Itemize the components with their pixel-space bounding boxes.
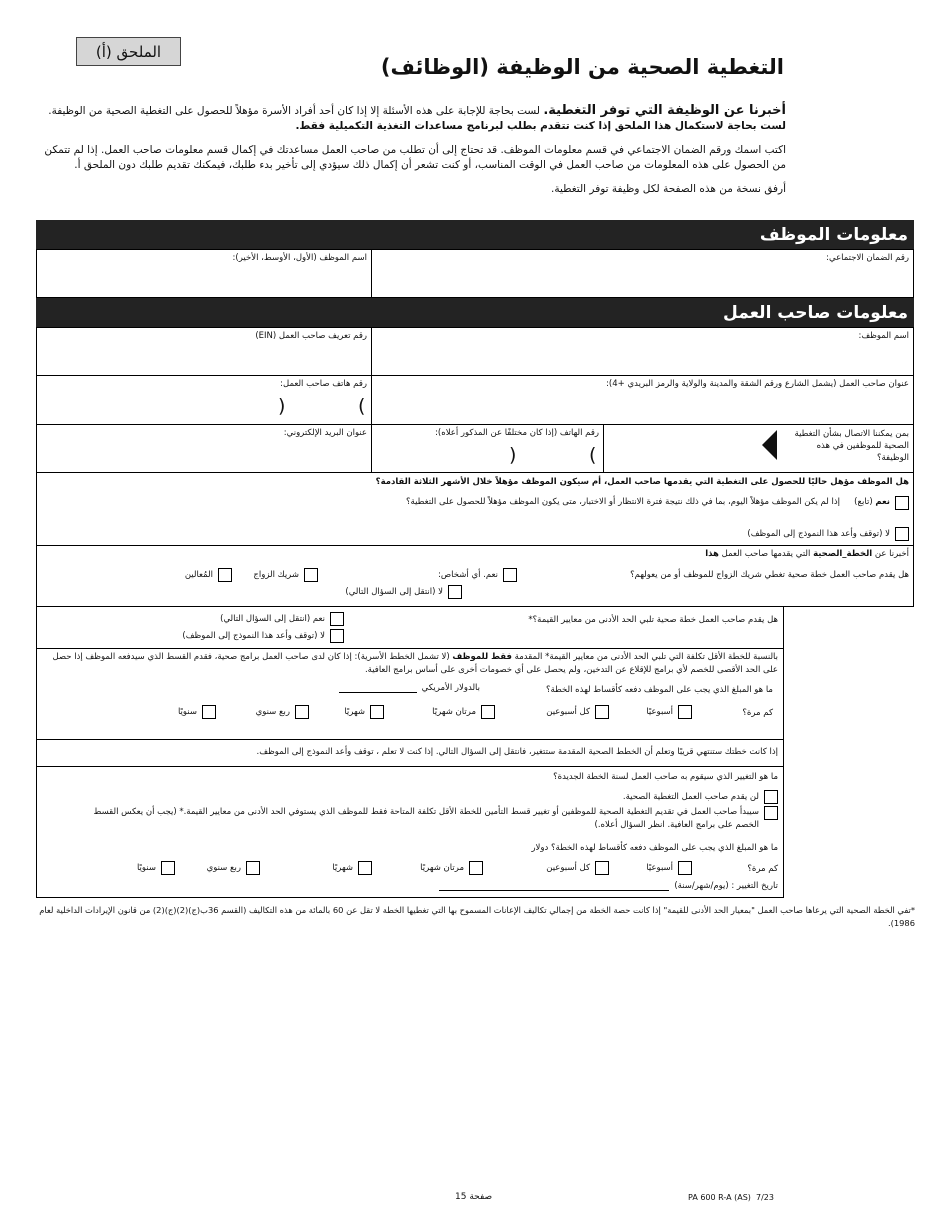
minvalue-yes-row — [220, 612, 344, 626]
change-question: ما هو التغيير الذي سيقوم به صاحب العمل لسنة الخطة الجديدة؟ — [553, 772, 778, 782]
phone-paren-open: ( — [278, 395, 286, 417]
plan-no-row — [345, 585, 462, 599]
employer-name-field[interactable] — [371, 327, 914, 376]
change-yearly-checkbox[interactable] — [161, 861, 175, 875]
ssn-label: رقم الضمان الاجتماعي: — [826, 253, 909, 263]
lowcost-yearly-label: سنويًا — [177, 707, 197, 717]
employer-address-label: عنوان صاحب العمل (يشمل الشارع ورقم الشقة والمدينة والولاية والرمز البريدي +4): — [606, 379, 909, 389]
change-opt1-row — [623, 790, 778, 804]
change-opt2-label: سيبدأ صاحب العمل في تقديم التغطية الصحية للموظفين أو تغيير قسط التأمين للخطة الأقل تكلفة المتاحة فقط للموظف الذي يستوفي الحد الأدنى من معايير القيمة.* (يجب أن يعكس القسط الخصم على برامج العافية. انظر السؤال أعلاه.) — [93, 807, 759, 830]
change-yearly-label: سنويًا — [136, 863, 156, 873]
eligibility-no-checkbox[interactable] — [895, 527, 909, 541]
lowcost-monthly-label: شهريًا — [344, 707, 365, 717]
eligibility-no-row — [747, 527, 909, 541]
plan-intro-a: أخبرنا عن — [872, 549, 909, 559]
change-yearly-row — [137, 861, 175, 875]
lowcost-amount-input[interactable] — [339, 683, 417, 693]
lowcost-weekly-label: أسبوعيًا — [646, 707, 673, 717]
plan-question: هل يقدم صاحب العمل خطة صحية تغطي شريك الزواج للموظف أو من يعولهم؟ — [630, 570, 909, 580]
intro-paragraph-3: أرفق نسخة من هذه الصفحة لكل وظيفة توفر التغطية. — [550, 183, 786, 195]
contact-person-label: بمن يمكننا الاتصال بشأن التغطية الصحية للموظفين في هذه الوظيفة؟ — [794, 429, 909, 463]
contact-paren-close: ) — [589, 444, 597, 466]
intro-text: لست بحاجة للإجابة على هذه الأسئلة إلا إذا كان أحد أفراد الأسرة مؤهلاً للحصول على التغطية الصحية من الوظيفة. — [48, 105, 544, 117]
plan-dependents-checkbox[interactable] — [218, 568, 232, 582]
plan-no-checkbox[interactable] — [448, 585, 462, 599]
eligibility-yes-note: إذا لم يكن الموظف مؤهلاً اليوم، بما في ذلك نتيجة فترة الانتظار أو الاختبار، متى يكون الموظف مؤهلاً للحصول على التغطية؟ — [406, 497, 840, 507]
lowcost-quarterly-checkbox[interactable] — [295, 705, 309, 719]
intro-section — [36, 103, 786, 206]
eligibility-yes-checkbox[interactable] — [895, 496, 909, 510]
plan-spouse-label: شريك الزواج — [253, 570, 299, 580]
minvalue-no-row — [182, 629, 344, 643]
intro-bold-heading: أخبرنا عن الوظيفة التي توفر التغطية. — [543, 103, 786, 118]
employer-name-label: اسم الموظف: — [858, 331, 909, 341]
lowcost-text-a: بالنسبة للخطة الأقل تكلفة التي تلبي الحد الأدنى من معايير القيمة* المقدمة — [511, 652, 778, 662]
minvalue-section — [36, 606, 784, 649]
page-title: التغطية الصحية من الوظيفة (الوظائف) — [380, 55, 784, 79]
change-freq-question: كم مرة؟ — [747, 864, 778, 874]
yes-text: (تابع) — [854, 497, 876, 507]
employer-phone-field[interactable] — [36, 375, 372, 425]
eligibility-yes-row — [390, 496, 909, 510]
lowcost-biweekly-label: كل أسبوعين — [546, 707, 590, 717]
plan-yes-checkbox[interactable] — [503, 568, 517, 582]
lowcost-monthly-checkbox[interactable] — [370, 705, 384, 719]
minvalue-no-label: لا (توقف وأعد هذا النموذج إلى الموظف) — [182, 631, 325, 641]
lowcost-twice-monthly-checkbox[interactable] — [481, 705, 495, 719]
change-opt1-label: لن يقدم صاحب العمل التغطية الصحية. — [622, 792, 759, 802]
minvalue-no-checkbox[interactable] — [330, 629, 344, 643]
change-date-label: تاريخ التغيير : (يوم/شهر/سنة) — [674, 881, 778, 891]
form-id-code: PA 600 R-A (AS) — [688, 1193, 751, 1202]
ein-label: رقم تعريف صاحب العمل (EIN) — [255, 331, 367, 341]
plan-intro — [705, 548, 909, 561]
change-quarterly-label: ربع سنوي — [206, 863, 241, 873]
yes-bold: نعم — [875, 497, 890, 507]
contact-phone-field[interactable] — [371, 424, 604, 473]
change-twice-monthly-row — [420, 861, 483, 875]
change-weekly-label: أسبوعيًا — [646, 863, 673, 873]
lowcost-monthly-row — [344, 705, 384, 719]
intro-snap-note: لست بحاجة لاستكمال هذا الملحق إذا كنت تتقدم بطلب لبرنامج مساعدات التغذية التكميلية فقط. — [295, 120, 786, 132]
change-biweekly-row — [546, 861, 609, 875]
lowcost-weekly-row — [646, 705, 692, 719]
lowcost-text — [40, 651, 778, 677]
appendix-badge: الملحق (أ) — [76, 37, 181, 66]
change-quarterly-row — [207, 861, 260, 875]
plan-no-label: لا (انتقل إلى السؤال التالي) — [345, 587, 443, 597]
lowcost-freq-question: كم مرة؟ — [742, 708, 773, 718]
lowcost-yearly-checkbox[interactable] — [202, 705, 216, 719]
form-id — [688, 1193, 774, 1202]
intro-paragraph-2: اكتب اسمك ورقم الضمان الاجتماعي في قسم معلومات الموظف. قد تحتاج إلى أن تطلب من صاحب العمل مساعدتك في إكمال قسم معلومات صاحب العمل. إذا لم تتمكن من الحصول على هذه المعلومات من صاحب العمل في الوقت المناسب، أو كنت تشعر أن إكمال ذلك سيؤدي إلى تأخير بدء طلبك، فيمكنك تقديم طلبك دون الملحق أ. — [44, 144, 786, 171]
plan-yes-row — [438, 568, 517, 582]
change-monthly-checkbox[interactable] — [358, 861, 372, 875]
lowcost-twice-monthly-label: مرتان شهريًا — [432, 707, 476, 717]
planyear-text: إذا كانت خطتك ستنتهي قريبًا وتعلم أن الخطط الصحية المقدمة ستتغير، فانتقل إلى السؤال التالي. إذا كنت لا تعلم ، توقف وأعد النموذج إلى الموظف. — [256, 747, 778, 757]
ssn-field[interactable] — [371, 249, 914, 298]
plan-spouse-row — [253, 568, 318, 582]
lowcost-text-b: (لا تشمل الخطط الأسرية): إذا كان لدى صاحب العمل برامج صحية، فقدم القسط الذي سيدفعه الموظف إذا حصل على الحد الأقصى للخصم لأي برامج للإقلاع عن التدخين، ولم يحصل على أي خصومات أخرى على أساس برامج العافية. — [52, 652, 778, 675]
arrow-left-icon — [762, 430, 777, 460]
employer-phone-label: رقم هاتف صاحب العمل: — [280, 379, 367, 389]
plan-intro-bold2: هذا — [705, 549, 719, 559]
eligibility-yes-label — [845, 496, 890, 508]
change-weekly-row — [646, 861, 692, 875]
eligibility-question: هل الموظف مؤهل حاليًا للحصول على التغطية التي يقدمها صاحب العمل، أم سيكون الموظف مؤهلاً خلال الأشهر الثلاثة القادمة؟ — [375, 477, 909, 487]
minvalue-yes-checkbox[interactable] — [330, 612, 344, 626]
change-section — [36, 766, 784, 898]
contact-paren-open: ( — [509, 444, 517, 466]
change-monthly-row — [332, 861, 372, 875]
change-biweekly-checkbox[interactable] — [595, 861, 609, 875]
minvalue-yes-label: نعم (انتقل إلى السؤال التالي) — [220, 614, 325, 624]
lowcost-yearly-row — [178, 705, 216, 719]
lowcost-biweekly-checkbox[interactable] — [595, 705, 609, 719]
employer-info-band: معلومات صاحب العمل — [36, 298, 914, 327]
eligibility-no-label: لا (توقف وأعد هذا النموذج إلى الموظف) — [747, 529, 890, 539]
intro-paragraph-1 — [36, 103, 786, 134]
email-label: عنوان البريد الإلكتروني: — [283, 428, 367, 438]
lowcost-twice-monthly-row — [432, 705, 495, 719]
change-opt2-row — [79, 806, 778, 832]
ein-field[interactable] — [36, 327, 372, 376]
lowcost-amount-unit: بالدولار الأمريكي — [421, 683, 480, 693]
change-monthly-label: شهريًا — [332, 863, 353, 873]
change-opt1-checkbox[interactable] — [764, 790, 778, 804]
plan-spouse-checkbox[interactable] — [304, 568, 318, 582]
change-quarterly-checkbox[interactable] — [246, 861, 260, 875]
plan-intro-bold: الخطة_الصحية — [813, 549, 873, 559]
change-twice-monthly-label: مرتان شهريًا — [420, 863, 464, 873]
change-date-row — [439, 881, 778, 891]
contact-phone-label: رقم الهاتف (إذا كان مختلفًا عن المذكور أعلاه): — [435, 428, 599, 438]
lowcost-amount-question: ما هو المبلغ الذي يجب على الموظف دفعه كأقساط لهذه الخطة؟ — [545, 685, 773, 695]
change-opt2-checkbox[interactable] — [764, 806, 778, 820]
plan-dependents-label: المُعالين — [184, 570, 213, 580]
page-number: صفحة 15 — [455, 1192, 493, 1202]
change-biweekly-label: كل أسبوعين — [546, 863, 590, 873]
change-weekly-checkbox[interactable] — [678, 861, 692, 875]
lowcost-amount-row — [339, 683, 480, 693]
employee-name-field[interactable] — [36, 249, 372, 298]
lowcost-text-bold: فقط للموظف — [452, 652, 512, 662]
email-field[interactable] — [36, 424, 372, 473]
form-date: 7/23 — [756, 1193, 774, 1202]
minvalue-question: هل يقدم صاحب العمل خطة صحية تلبي الحد الأدنى من معايير القيمة؟* — [528, 615, 778, 625]
footnote: *تفي الخطة الصحية التي يرعاها صاحب العمل "بمعيار الحد الأدنى للقيمة" إذا كانت حصة الخطة من إجمالي تكاليف الإعانات المسموح بها التي تغطيها الخطة لا تقل عن 60 بالمائة من هذه التكاليف (القسم 36ب(ج)(2)(ج)(2) من قانون الإيرادات الداخلية لعام 1986). — [39, 905, 915, 928]
change-amount-question: ما هو المبلغ الذي يجب على الموظف دفعه كأقساط لهذه الخطة؟ دولار — [531, 843, 778, 853]
employer-address-field[interactable] — [371, 375, 914, 425]
plan-yes-label: نعم. أي أشخاص: — [438, 570, 498, 580]
contact-person-field[interactable] — [603, 424, 914, 473]
plan-dependents-row — [185, 568, 232, 582]
phone-paren-close: ) — [358, 395, 366, 417]
plan-intro-b: التي يقدمها صاحب العمل — [718, 549, 814, 559]
change-date-input[interactable] — [439, 881, 669, 891]
employee-info-band: معلومات الموظف — [36, 220, 914, 249]
lowcost-quarterly-label: ربع سنوي — [255, 707, 290, 717]
change-twice-monthly-checkbox[interactable] — [469, 861, 483, 875]
lowcost-weekly-checkbox[interactable] — [678, 705, 692, 719]
lowcost-biweekly-row — [546, 705, 609, 719]
lowcost-quarterly-row — [256, 705, 309, 719]
employee-name-label: اسم الموظف (الأول، الأوسط، الأخير): — [232, 253, 367, 263]
